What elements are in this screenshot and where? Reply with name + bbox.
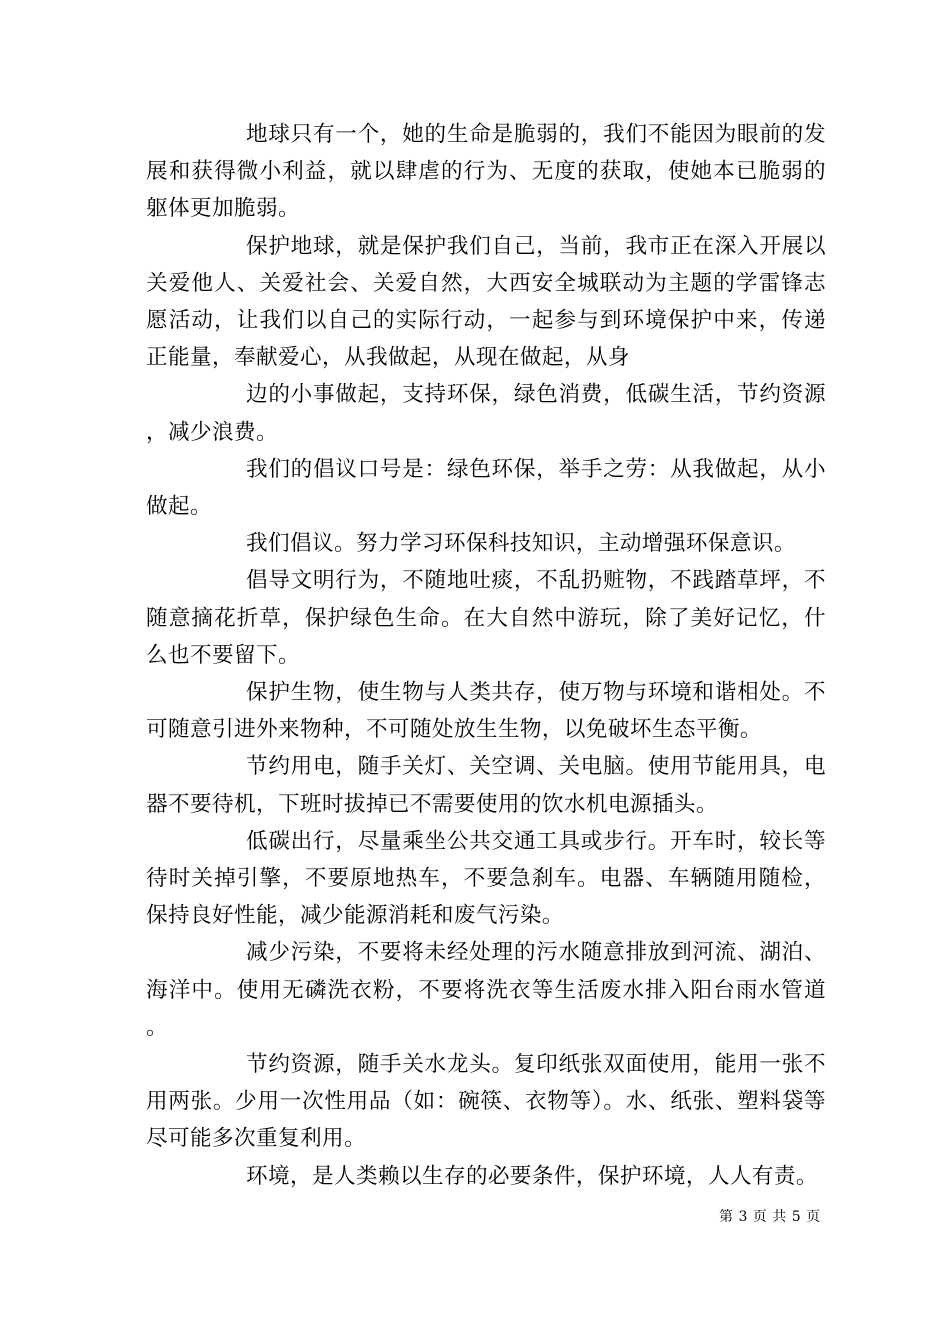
paragraph-8: 节约用电，随手关灯、关空调、关电脑。使用节能用具，电器不要待机，下班时拔掉已不需要使用的饮水机电源插头。: [146, 754, 826, 817]
paragraph-2: 保护地球，就是保护我们自己，当前，我市正在深入开展以关爱他人、关爱社会、关爱自然，大西安全城联动为主题的学雷锋志愿活动，让我们以自己的实际行动，一起参与到环境保护中来，传递正能量，奉献爱心，从我做起，从现在做起，从身: [146, 233, 826, 371]
paragraph-5: 我们倡议。努力学习环保科技知识，主动增强环保意识。: [246, 531, 796, 557]
paragraph-12: 环境，是人类赖以生存的必要条件，保护环境，人人有责。: [246, 1163, 818, 1189]
paragraph-4: 我们的倡议口号是：绿色环保，举手之劳：从我做起，从小做起。: [146, 456, 826, 520]
body-text: [146, 116, 826, 1195]
paragraph-9: 低碳出行，尽量乘坐公共交通工具或步行。开车时，较长等待时关掉引擎，不要原地热车，不要急刹车。电器、车辆随用随检，保持良好性能，减少能源消耗和废气污染。: [146, 828, 826, 929]
paragraph-3: 边的小事做起，支持环保，绿色消费，低碳生活，节约资源，减少浪费。: [146, 382, 826, 445]
paragraph-11: 节约资源，随手关水龙头。复印纸张双面使用，能用一张不用两张。少用一次性用品（如：碗筷、衣物等）。水、纸张、塑料袋等尽可能多次重复利用。: [146, 1052, 826, 1152]
paragraph-1: 地球只有一个，她的生命是脆弱的，我们不能因为眼前的发展和获得微小利益，就以肆虐的行为、无度的获取，使她本已脆弱的躯体更加脆弱。: [146, 122, 826, 222]
paragraph-10: 减少污染，不要将未经处理的污水随意排放到河流、湖泊、海洋中。使用无磷洗衣粉，不要将洗衣等生活废水排入阳台雨水管道。: [146, 940, 826, 1040]
paragraph-7: 保护生物，使生物与人类共存，使万物与环境和谐相处。不可随意引进外来物种，不可随处放生生物，以免破坏生态平衡。: [146, 680, 826, 743]
paragraph-6: 倡导文明行为，不随地吐痰，不乱扔赃物，不践踏草坪，不随意摘花折草，保护绿色生命。在大自然中游玩，除了美好记忆，什么也不要留下。: [146, 568, 826, 668]
page-number-footer: 第 3 页 共 5 页: [719, 1209, 821, 1225]
